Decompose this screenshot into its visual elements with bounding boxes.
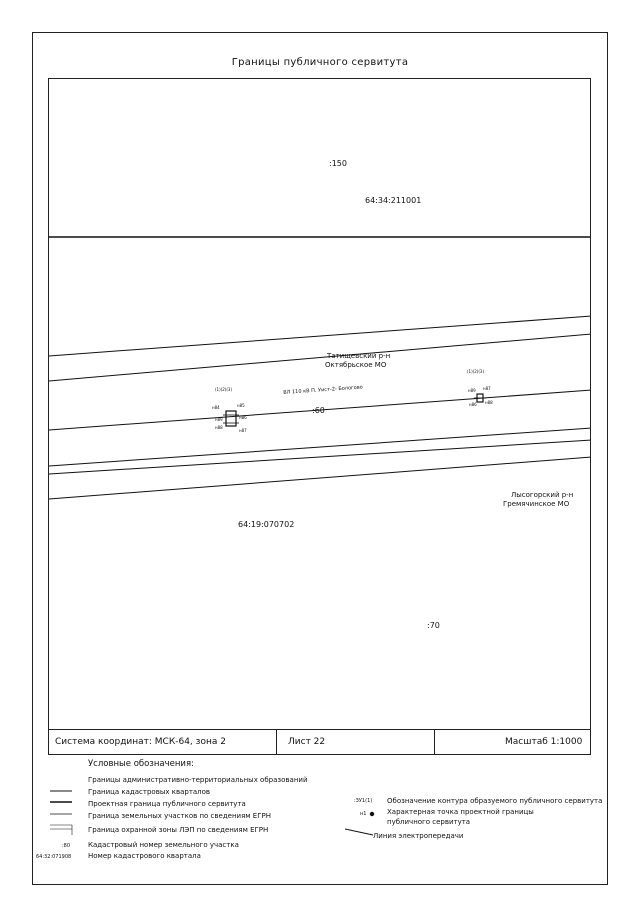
legend-item: Граница кадастровых кварталов	[88, 788, 211, 796]
point-label: н88	[215, 425, 223, 430]
powerline-label: ВЛ 110 кВ П. Уист-2- Бологово	[283, 384, 363, 396]
map-drawing	[49, 79, 591, 730]
contour-label-right: (1)(2)(3)	[467, 369, 484, 374]
legend-item: Проектная граница публичного сервитута	[88, 800, 246, 808]
page-title: Границы публичного сервитута	[231, 57, 409, 68]
legend-line-symbols	[50, 785, 80, 835]
point-label: н89	[468, 388, 476, 393]
admin-boundary-line-1	[49, 316, 591, 356]
parcel-number-bottom: :70	[427, 621, 440, 630]
servitude-contour-left	[226, 411, 236, 426]
parcel-boundary-line-3	[49, 440, 591, 474]
district-top-name: Татищевский р-н	[327, 352, 391, 360]
point-label: н85	[237, 403, 245, 408]
legend-heading: Условные обозначения:	[88, 759, 194, 769]
point-label: н88	[485, 400, 493, 405]
map-area	[48, 78, 591, 730]
legend-point-text: Характерная точка проектной границы	[387, 808, 534, 816]
point-label: н87	[483, 386, 491, 391]
powerline-symbol-icon	[345, 826, 375, 838]
admin-boundary-line-2	[49, 457, 591, 499]
district-bottom-name: Лысогорский р-н	[511, 491, 574, 499]
legend-item: Границы административно-территориальных образований	[88, 776, 308, 784]
parcel-number-top: :150	[329, 159, 347, 168]
sheet-number: Лист 22	[288, 737, 326, 747]
info-divider	[434, 730, 435, 754]
legend-quarter-number-sample: 64:32:071908	[36, 854, 72, 860]
sheet-info-row	[48, 730, 591, 755]
legend-contour-text: Обозначение контура образуемого публичного сервитута	[387, 797, 603, 805]
info-divider	[276, 730, 277, 754]
point-label: н89	[215, 417, 223, 422]
point-label: н86	[239, 415, 247, 420]
point-marker-icon	[368, 810, 376, 818]
parcel-boundary-line-1	[49, 334, 591, 381]
legend-point-sample: н1	[360, 811, 367, 817]
municipality-bottom-name: Гремячинское МО	[503, 500, 570, 508]
legend-parcel-number-text: Кадастровый номер земельного участка	[88, 841, 239, 849]
legend-item: Граница земельных участков по сведениям ЕГРН	[88, 812, 271, 820]
point-label: н86	[469, 402, 477, 407]
legend-item: Граница охранной зоны ЛЭП по сведениям ЕГРН	[88, 826, 269, 834]
scale-value: Масштаб 1:1000	[505, 737, 583, 747]
legend-parcel-number-sample: :80	[62, 843, 71, 849]
quarter-number-top: 64:34:211001	[365, 196, 422, 205]
quarter-number-bottom: 64:19:070702	[238, 520, 295, 529]
parcel-number-middle: :60	[312, 406, 325, 415]
coordinate-system: Система координат: МСК-64, зона 2	[55, 737, 226, 747]
municipality-top-name: Октябрьское МО	[325, 361, 387, 369]
legend-powerline-text: Линия электропередачи	[373, 832, 464, 840]
contour-label-left: (1)(2)(3)	[215, 387, 232, 392]
parcel-boundary-line-2	[49, 428, 591, 466]
legend-contour-sample: :ЗУ1(1)	[354, 798, 373, 804]
point-label: н87	[239, 428, 247, 433]
legend-quarter-number-text: Номер кадастрового квартала	[88, 852, 201, 860]
legend-point-text-line2: публичного сервитута	[387, 818, 471, 826]
point-label: н84	[212, 405, 220, 410]
